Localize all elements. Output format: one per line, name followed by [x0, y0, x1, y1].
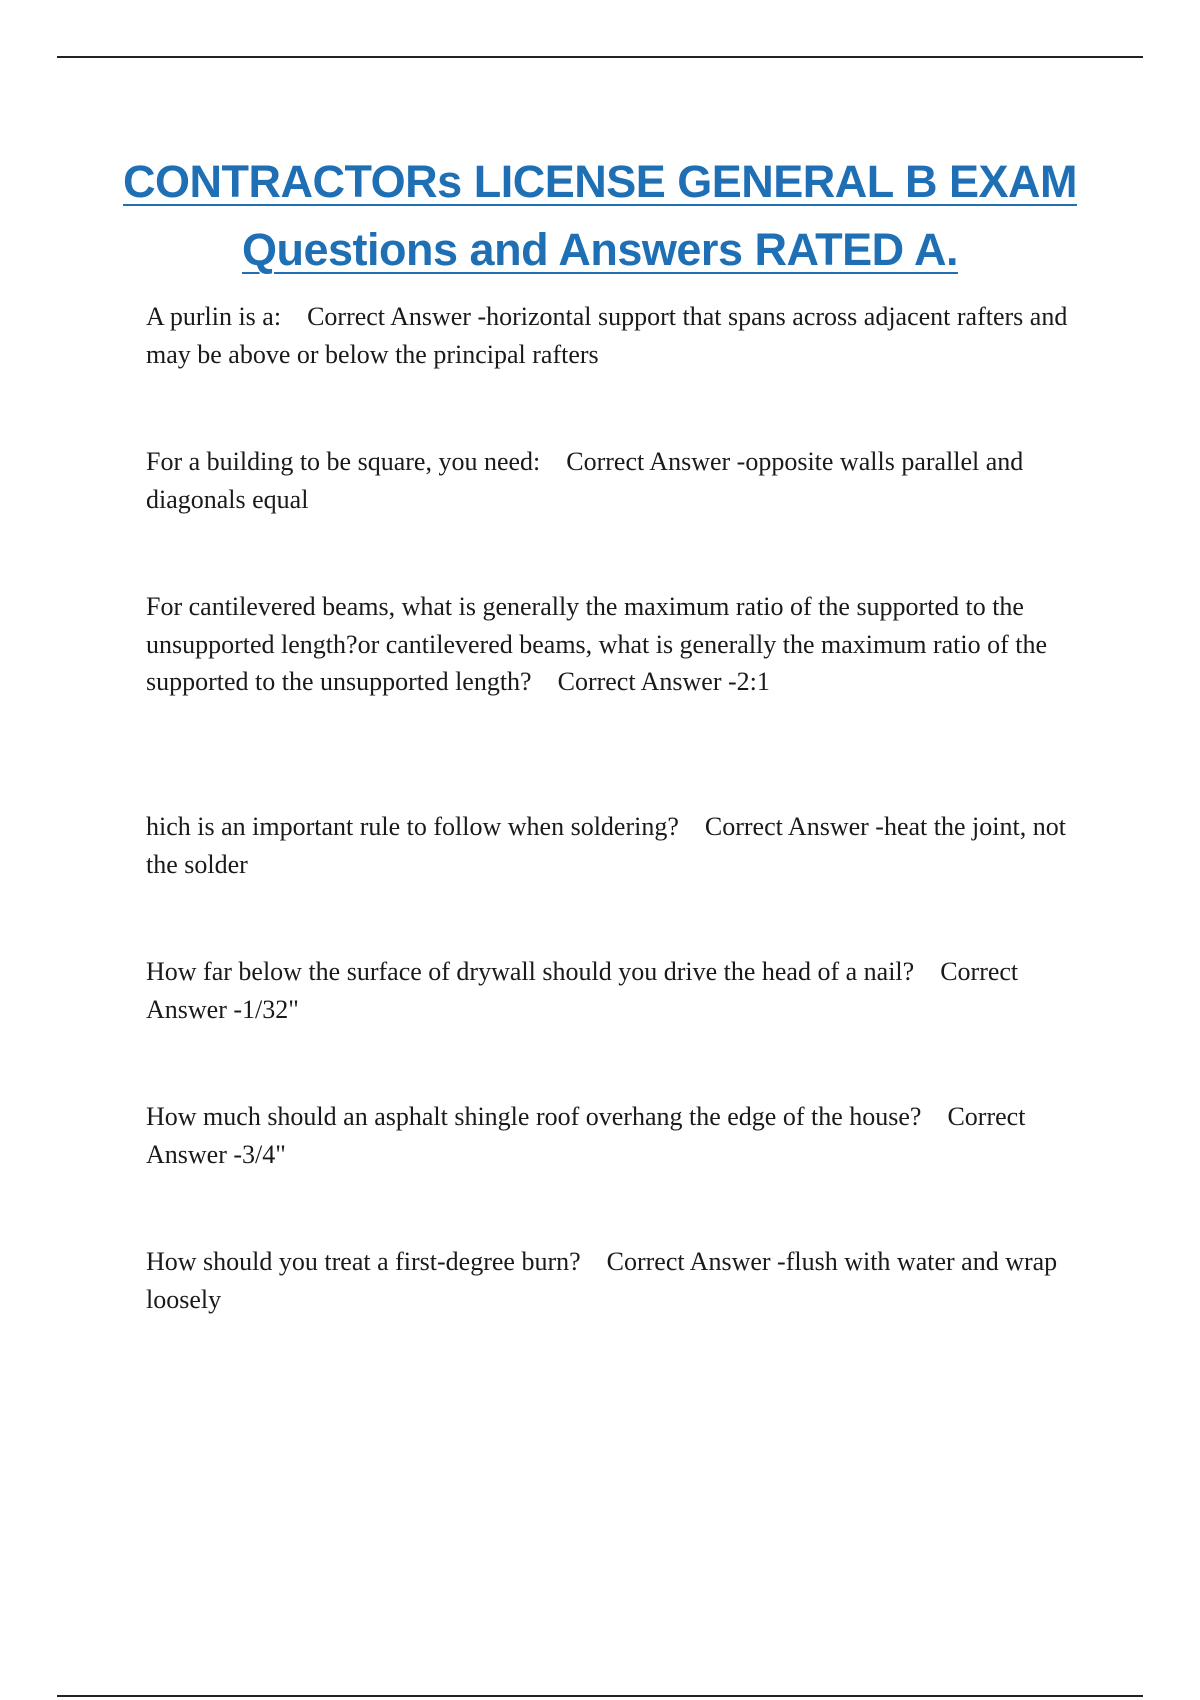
answer-text: opposite walls parallel and diagonals equal — [146, 447, 1024, 514]
title-line-1: CONTRACTORs LICENSE GENERAL B EXAM — [123, 156, 1077, 207]
answer-prefix: Correct Answer - — [307, 302, 487, 331]
answer-prefix: Correct Answer - — [146, 957, 1019, 1024]
answer-prefix: Correct Answer - — [606, 1247, 786, 1276]
qa-item-6 — [146, 1098, 1096, 1173]
header-rule — [57, 56, 1143, 58]
document-title — [100, 148, 1100, 284]
qa-item-3 — [146, 588, 1096, 701]
answer-text: heat the joint, not the solder — [146, 812, 1066, 879]
answer-text: horizontal support that spans across adjacent rafters and may be above or below the principal rafters — [146, 302, 1068, 369]
qa-item-2 — [146, 443, 1096, 518]
question-text: hich is an important rule to follow when soldering? — [146, 812, 679, 841]
footer-rule — [57, 1695, 1143, 1697]
answer-text: 1/32" — [242, 994, 299, 1024]
question-text: How far below the surface of drywall should you drive the head of a nail? — [146, 957, 915, 986]
question-text: A purlin is a: — [146, 302, 282, 331]
answer-text: flush with water and wrap loosely — [146, 1247, 1058, 1314]
question-text: For cantilevered beams, what is generally the maximum ratio of the supported to the unsupported length?or cantilevered beams, what is generally the maximum ratio of the supported to the unsupported length? — [146, 592, 1048, 696]
answer-prefix: Correct Answer - — [146, 1102, 1026, 1169]
qa-item-5 — [146, 953, 1096, 1028]
answer-prefix: Correct Answer - — [704, 812, 884, 841]
question-text: How much should an asphalt shingle roof overhang the edge of the house? — [146, 1102, 922, 1131]
qa-item-7 — [146, 1243, 1096, 1318]
question-text: How should you treat a first-degree burn? — [146, 1247, 581, 1276]
question-text: For a building to be square, you need: — [146, 447, 541, 476]
answer-prefix: Correct Answer - — [557, 667, 737, 696]
answer-text: 3/4" — [242, 1139, 286, 1169]
qa-item-1 — [146, 298, 1096, 373]
answer-text: 2:1 — [736, 667, 770, 696]
title-line-2: Questions and Answers RATED A. — [242, 224, 958, 275]
answer-prefix: Correct Answer - — [566, 447, 746, 476]
qa-item-4 — [146, 808, 1096, 883]
